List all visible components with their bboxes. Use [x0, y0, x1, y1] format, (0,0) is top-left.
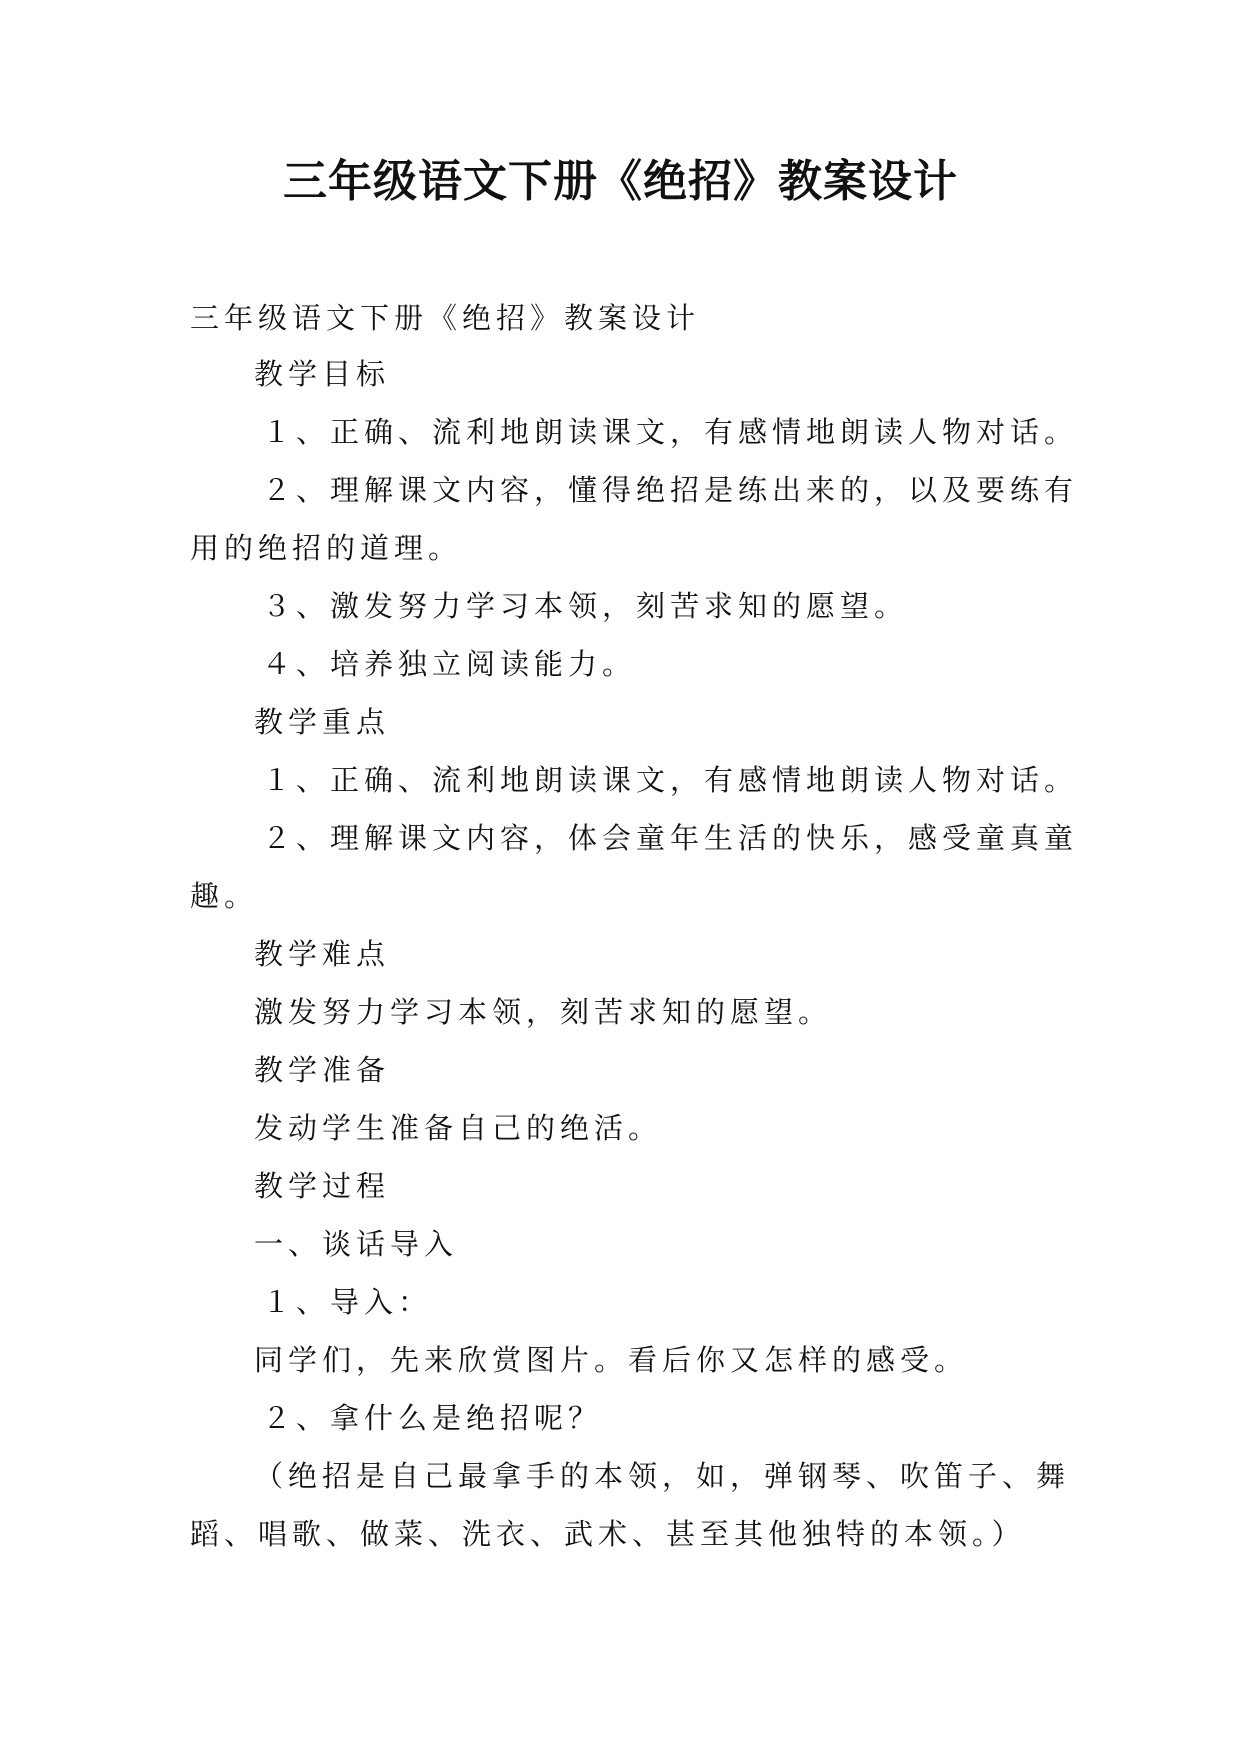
process-step-1-heading: 一、谈话导入: [254, 1227, 459, 1261]
process-item-2: ２、拿什么是绝招呢？: [262, 1401, 603, 1435]
section-heading-key-points: 教学重点: [254, 705, 391, 739]
section-heading-process: 教学过程: [254, 1169, 391, 1203]
key-point-2-cont: 趣。: [190, 879, 259, 913]
key-point-2: ２、理解课文内容，体会童年生活的快乐，感受童真童: [262, 821, 1079, 855]
process-item-1-text: 同学们，先来欣赏图片。看后你又怎样的感受。: [254, 1343, 969, 1377]
objective-4: ４、培养独立阅读能力。: [262, 647, 637, 681]
section-heading-difficulties: 教学难点: [254, 937, 391, 971]
difficulty-text: 激发努力学习本领，刻苦求知的愿望。: [254, 995, 833, 1029]
process-item-1: １、导入：: [262, 1285, 433, 1319]
objective-3: ３、激发努力学习本领，刻苦求知的愿望。: [262, 589, 909, 623]
objective-2-cont: 用的绝招的道理。: [190, 531, 463, 565]
preparation-text: 发动学生准备自己的绝活。: [254, 1111, 663, 1145]
doc-heading: 三年级语文下册《绝招》教案设计: [190, 301, 701, 335]
objective-2: ２、理解课文内容，懂得绝招是练出来的，以及要练有: [262, 473, 1079, 507]
process-item-2-text-cont: 蹈、唱歌、做菜、洗衣、武术、甚至其他独特的本领。）: [190, 1517, 1026, 1551]
section-heading-objectives: 教学目标: [254, 357, 391, 391]
document-title: 三年级语文下册《绝招》教案设计: [283, 156, 958, 207]
objective-1: １、正确、流利地朗读课文，有感情地朗读人物对话。: [262, 415, 1079, 449]
key-point-1: １、正确、流利地朗读课文，有感情地朗读人物对话。: [262, 763, 1079, 797]
section-heading-preparation: 教学准备: [254, 1053, 391, 1087]
process-item-2-text: （绝招是自己最拿手的本领，如，弹钢琴、吹笛子、舞: [254, 1459, 1071, 1493]
